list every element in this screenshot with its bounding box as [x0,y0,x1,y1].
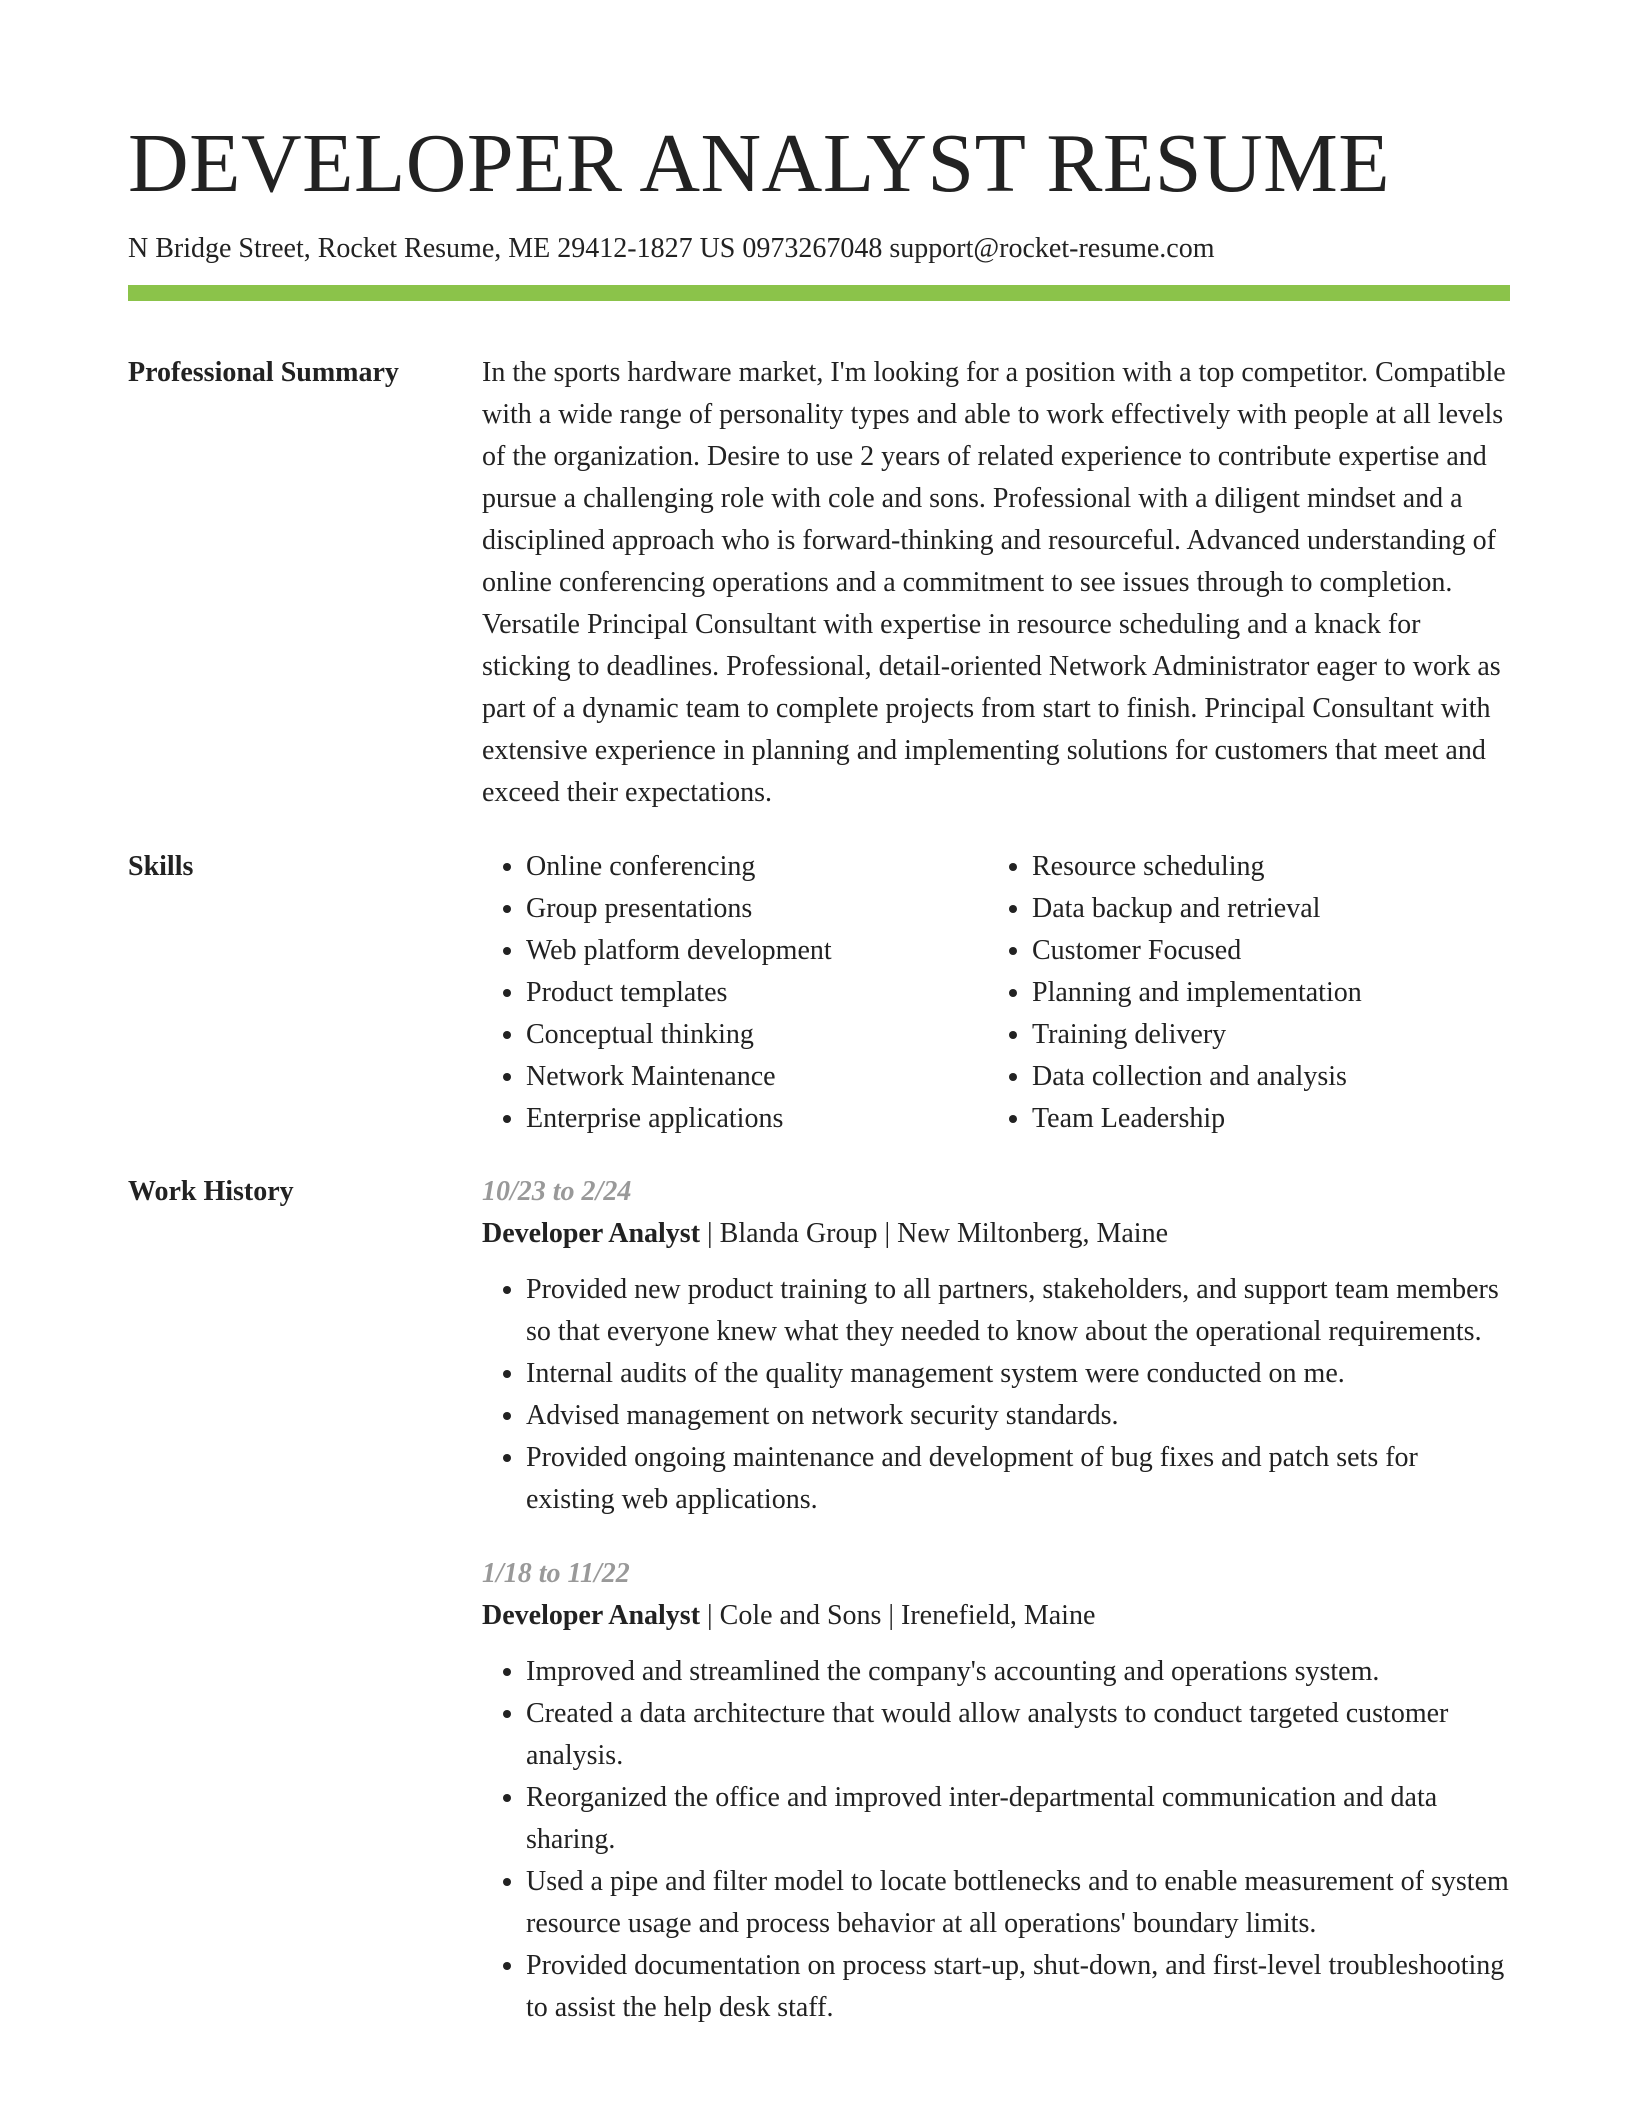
job-company: Blanda Group [719,1217,878,1249]
skill-item: • Training delivery [1032,1014,1494,1056]
job-separator [700,1600,720,1631]
work-history-heading: Work History [128,1175,294,1207]
job-company: Cole and Sons [719,1599,882,1631]
job-dates: 1/18 to 11/22 [482,1557,630,1589]
skill-item: • Group presentations [526,888,988,930]
summary-text: In the sports hardware market, I'm looking for a position with a top competitor. Compatible with a wide range of personality types and able to work effectively with people at all levels of the organization. Desire to use 2 years of related experience to contribute expertise and pursue a challenging role with cole and sons. Professional with a diligent mindset and a disciplined approach who is forward-thinking and resourceful. Advanced understanding of online conferencing operations and a commitment to see issues through to completion. Versatile Principal Consultant with expertise in resource scheduling and a knack for sticking to deadlines. Professional, detail-oriented Network Administrator eager to work as part of a dynamic team to complete projects from start to finish. Principal Consultant with extensive experience in planning and implementing solutions for customers that meet and exceed their expectations. [482,356,1506,808]
job-location: Irenefield, Maine [901,1599,1096,1631]
job-bullet: • Provided new product training to all partners, stakeholders, and support team members so that everyone knew what they needed to know about the operational requirements. [526,1269,1510,1353]
skills-heading: Skills [128,850,194,882]
job-bullet: • Provided ongoing maintenance and development of bug fixes and patch sets for existing web applications. [526,1437,1510,1521]
summary-section [128,352,1510,814]
job-bullet: • Used a pipe and filter model to locate bottlenecks and to enable measurement of system resource usage and process behavior at all operations' boundary limits. [526,1861,1510,1945]
skills-list-left [482,846,988,1140]
job-bullet: • Provided documentation on process start-up, shut-down, and first-level troubleshooting to assist the help desk staff. [526,1945,1510,2029]
skill-item: • Team Leadership [1032,1098,1494,1140]
job-location: New Miltonberg, Maine [897,1217,1168,1249]
summary-heading: Professional Summary [128,356,399,388]
skill-item: • Online conferencing [526,846,988,888]
resume-page [128,118,1510,2029]
job-title: Developer Analyst [482,1599,701,1631]
job-bullet: • Advised management on network security standards. [526,1395,1510,1437]
job-title: Developer Analyst [482,1217,701,1249]
skill-item: • Network Maintenance [526,1056,988,1098]
work-history-section [128,1171,1510,2029]
job-entry [482,1171,1510,1521]
accent-divider [128,285,1510,301]
resume-title: DEVELOPER ANALYST RESUME [128,117,1391,210]
skill-item: • Resource scheduling [1032,846,1494,888]
contact-phone: 0973267048 [742,233,883,265]
job-header [482,1213,1510,1255]
skills-section [128,846,1510,1140]
job-bullets [482,1269,1510,1521]
job-entry [482,1553,1510,2029]
job-header [482,1595,1510,1637]
job-bullets [482,1651,1510,2029]
job-bullet: • Improved and streamlined the company's accounting and operations system. [526,1651,1510,1693]
skill-item: • Data backup and retrieval [1032,888,1494,930]
job-bullet: • Internal audits of the quality management system were conducted on me. [526,1353,1510,1395]
contact-line [128,232,1510,266]
job-separator [881,1600,901,1631]
skill-item: • Customer Focused [1032,930,1494,972]
contact-address: N Bridge Street, Rocket Resume, ME 29412-1827 US [128,233,736,265]
job-bullet: • Reorganized the office and improved inter-departmental communication and data sharing. [526,1777,1510,1861]
skill-item: • Product templates [526,972,988,1014]
skills-columns [482,846,1510,1140]
skill-item: • Planning and implementation [1032,972,1494,1014]
job-bullet: • Created a data architecture that would allow analysts to conduct targeted customer analysis. [526,1693,1510,1777]
skill-item: • Enterprise applications [526,1098,988,1140]
skills-list-right [988,846,1494,1140]
skill-item: • Conceptual thinking [526,1014,988,1056]
job-separator [700,1218,720,1249]
work-history-body [482,1171,1510,2029]
skill-item: • Web platform development [526,930,988,972]
job-separator [878,1218,898,1249]
skill-item: • Data collection and analysis [1032,1056,1494,1098]
contact-email: support@rocket-resume.com [889,233,1215,265]
job-dates: 10/23 to 2/24 [482,1175,632,1207]
